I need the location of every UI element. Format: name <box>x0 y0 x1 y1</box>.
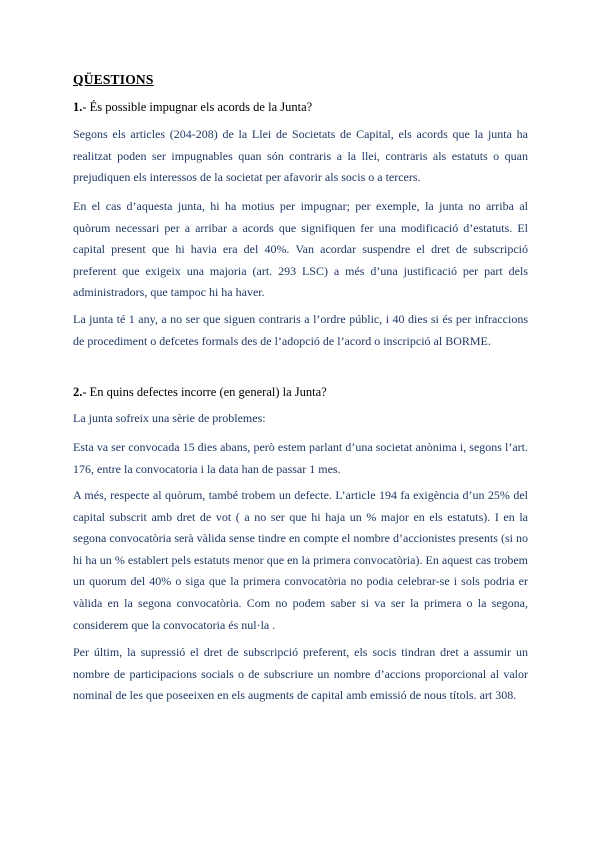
q1-paragraph-1: Segons els articles (204-208) de la Llei de Societats de Capital, els acords que la junta ha realitzat poden ser impugnables quan són contraris a la llei, contraris als estatuts o quan prejudiquen els interessos de la societat per afavorir als socis o a tercers. <box>73 127 528 185</box>
document-heading: QÜESTIONS <box>73 72 154 87</box>
question-2-text: - En quins defectes incorre (en general) la Junta? <box>82 385 327 399</box>
q2-paragraph-4: Per últim, la supressió el dret de subscripció preferent, els socis tindran dret a assumir un nombre de participacions socials o de subscriure un nombre d’accions proporcional al valor nominal de les que poseeixen en els augments de capital amb emissió de nous títols. art 308. <box>73 645 528 703</box>
q2-paragraph-2: Esta va ser convocada 15 dies abans, però estem parlant d’una societat anònima i, segons l’art. 176, entre la convocatoria i la data han de passar 1 mes. <box>73 440 528 476</box>
question-1 <box>73 100 528 115</box>
question-1-text: - És possible impugnar els acords de la Junta? <box>82 100 313 114</box>
q2-paragraph-3: A més, respecte al quòrum, també trobem un defecte. L’article 194 fa exigència d’un 25% del capital subscrit amb dret de vot ( a no ser que hi haja un % major en els estatuts). I en la segona convocatòria serà vàlida sense tindre en compte el nombre d’accionistes presents (si no hi ha un % establert pels estatuts menor que en la primera convocatòria). En aquest cas trobem un quorum del 40% o siga que la primera convocatòria no podia celebrar-se i sols podria er vàlida en la segona convocatòria. Com no podem saber si va ser la primera o la segona, considerem que la convocatoria és nul·la . <box>73 488 528 632</box>
q1-paragraph-3: La junta té 1 any, a no ser que siguen contraris a l’ordre públic, i 40 dies si és per infraccions de procediment o defcetes formals des de l’adopció de l’acord o inscripció al BORME. <box>73 312 528 348</box>
question-2-number: 2. <box>73 385 83 399</box>
q2-paragraph-1: La junta sofreix una sèrie de problemes: <box>73 411 266 425</box>
q1-paragraph-2: En el cas d’aquesta junta, hi ha motius per impugnar; per exemple, la junta no arriba al quòrum necessari per a arribar a acords que signifiquen fer una modificació d’estatuts. El capital present que hi havia era del 40%. Van acordar suspendre el dret de subscripció preferent que exigeix una majoria (art. 293 LSC) a més d’una justificació per part dels administradors, que tampoc hi ha haver. <box>73 199 528 300</box>
question-1-number: 1. <box>73 100 83 114</box>
question-2 <box>73 385 528 400</box>
